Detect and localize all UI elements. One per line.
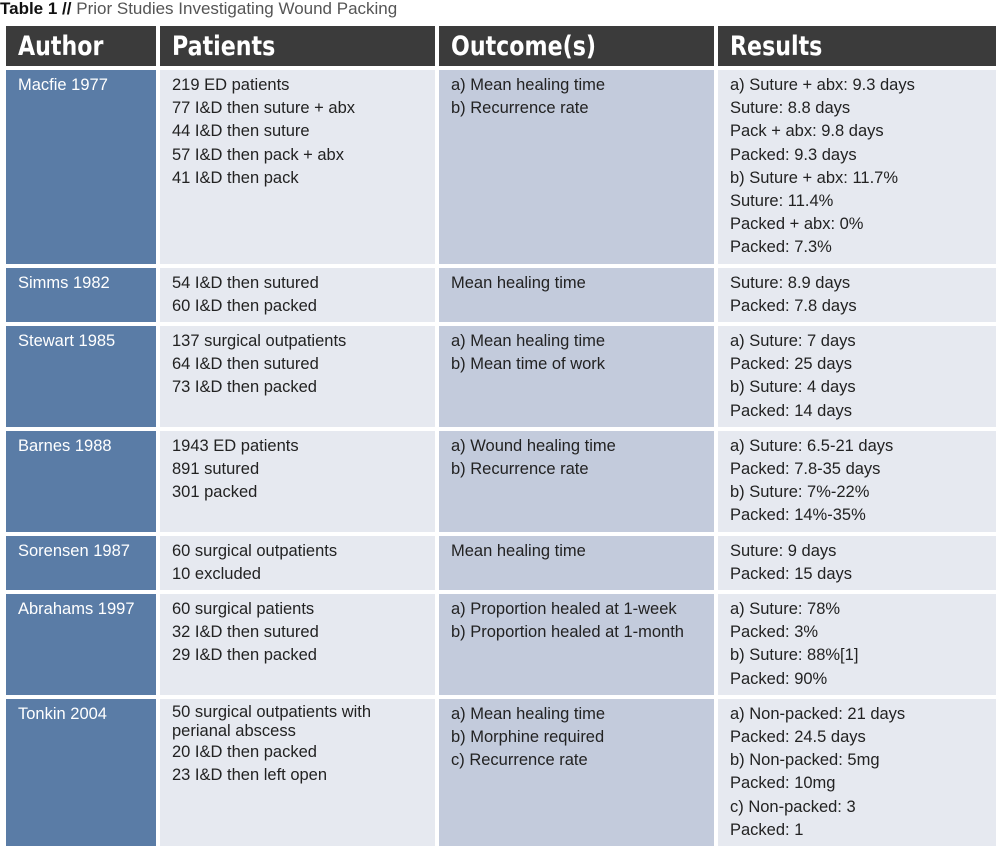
patients-cell-line: 301 packed (172, 483, 258, 502)
outcomes-cell-line: a) Mean healing time (451, 76, 606, 94)
outcomes-cell-line: b) Recurrence rate (451, 460, 589, 479)
results-cell (718, 536, 996, 590)
outcomes-cell-line: a) Wound healing time (451, 436, 616, 455)
patients-cell-line: 41 I&D then pack (172, 168, 299, 187)
results-cell-line: c) Non-packed: 3 (730, 797, 856, 816)
patients-cell (160, 326, 435, 427)
header-author: Author (6, 26, 156, 66)
table-row (6, 536, 996, 590)
table-caption (0, 0, 1000, 22)
patients-cell-line: 64 I&D then sutured (172, 355, 319, 374)
outcomes-cell (439, 431, 714, 532)
results-cell-line: Packed: 1 (730, 820, 804, 839)
patients-cell-line: 219 ED patients (172, 76, 290, 94)
table-row (6, 70, 996, 264)
results-cell-line: Packed: 10mg (730, 774, 836, 793)
outcomes-cell (439, 594, 714, 695)
outcomes-cell (439, 699, 714, 846)
results-cell-line: a) Suture + abx: 9.3 days (730, 76, 915, 94)
outcomes-cell-line: Mean healing time (451, 273, 586, 292)
header-outcomes: Outcome(s) (439, 26, 714, 66)
results-cell-line: b) Suture: 7%-22% (730, 483, 870, 502)
patients-cell-line: 20 I&D then packed (172, 742, 317, 761)
results-cell-line: Suture: 8.9 days (730, 273, 851, 292)
author-cell: Abrahams 1997 (6, 594, 156, 695)
results-cell-line: b) Suture: 88%[1] (730, 646, 859, 665)
patients-cell-line: 23 I&D then left open (172, 766, 328, 785)
patients-cell-line: 60 I&D then packed (172, 296, 317, 315)
patients-cell (160, 536, 435, 590)
table-row (6, 594, 996, 695)
header-row (6, 26, 996, 66)
outcomes-cell (439, 70, 714, 264)
patients-cell (160, 268, 435, 322)
outcomes-cell (439, 536, 714, 590)
results-cell-line: Packed: 3% (730, 623, 819, 642)
caption-label: Table 1 // (0, 0, 72, 18)
studies-table (2, 22, 1000, 850)
results-cell-line: Packed: 90% (730, 669, 828, 688)
outcomes-cell-line: a) Proportion healed at 1-week (451, 600, 677, 619)
table-row (6, 699, 996, 846)
results-cell-line: Packed + abx: 0% (730, 215, 864, 234)
outcomes-cell-line: b) Morphine required (451, 728, 605, 747)
results-cell-line: Packed: 7.8-35 days (730, 460, 881, 479)
table-body (6, 70, 996, 846)
patients-cell-line: 29 I&D then packed (172, 646, 317, 665)
results-cell (718, 326, 996, 427)
results-cell-line: Suture: 11.4% (730, 192, 834, 211)
header-results: Results (718, 26, 996, 66)
patients-cell-line: 73 I&D then packed (172, 378, 317, 397)
results-cell-line: Packed: 15 days (730, 564, 852, 583)
results-cell-line: a) Suture: 6.5-21 days (730, 436, 894, 455)
results-cell-line: a) Non-packed: 21 days (730, 704, 906, 723)
patients-cell (160, 431, 435, 532)
results-cell-line: b) Suture + abx: 11.7% (730, 168, 899, 187)
author-cell: Stewart 1985 (6, 326, 156, 427)
patients-cell (160, 594, 435, 695)
results-cell-line: Packed: 24.5 days (730, 728, 866, 747)
table-row (6, 326, 996, 427)
results-cell (718, 70, 996, 264)
outcomes-cell-line: b) Proportion healed at 1-month (451, 623, 684, 642)
patients-cell-line: 137 surgical outpatients (172, 332, 347, 351)
results-cell-line: Suture: 9 days (730, 541, 837, 560)
author-cell: Simms 1982 (6, 268, 156, 322)
results-cell (718, 699, 996, 846)
patients-cell-line: 77 I&D then suture + abx (172, 99, 355, 118)
table-row (6, 268, 996, 322)
results-cell-line: Packed: 14 days (730, 401, 852, 420)
patients-cell-line: 891 sutured (172, 460, 260, 479)
patients-cell-line: 50 surgical outpatients with perianal abscess (172, 702, 372, 740)
patients-cell (160, 70, 435, 264)
outcomes-cell-line: Mean healing time (451, 541, 586, 560)
outcomes-cell (439, 326, 714, 427)
results-cell-line: Pack + abx: 9.8 days (730, 122, 884, 141)
patients-cell-line: 10 excluded (172, 564, 261, 583)
results-cell-line: b) Suture: 4 days (730, 378, 856, 397)
patients-cell-line: 57 I&D then pack + abx (172, 145, 344, 164)
results-cell-line: Packed: 7.8 days (730, 296, 857, 315)
patients-cell (160, 699, 435, 846)
outcomes-cell-line: a) Mean healing time (451, 332, 606, 351)
results-cell-line: a) Suture: 7 days (730, 332, 856, 351)
results-cell (718, 594, 996, 695)
patients-cell-line: 60 surgical patients (172, 600, 315, 619)
results-cell-line: Packed: 9.3 days (730, 145, 857, 164)
patients-cell-line: 60 surgical outpatients (172, 541, 338, 560)
patients-cell-line: 44 I&D then suture (172, 122, 310, 141)
author-cell: Sorensen 1987 (6, 536, 156, 590)
results-cell (718, 268, 996, 322)
caption-title: Prior Studies Investigating Wound Packing (76, 0, 398, 18)
results-cell-line: Suture: 8.8 days (730, 99, 851, 118)
patients-cell-line: 32 I&D then sutured (172, 623, 319, 642)
outcomes-cell-line: c) Recurrence rate (451, 751, 588, 770)
outcomes-cell-line: b) Mean time of work (451, 355, 606, 374)
results-cell-line: b) Non-packed: 5mg (730, 751, 880, 770)
outcomes-cell-line: b) Recurrence rate (451, 99, 589, 118)
table-row (6, 431, 996, 532)
patients-cell-line: 54 I&D then sutured (172, 273, 319, 292)
author-cell: Barnes 1988 (6, 431, 156, 532)
author-cell: Tonkin 2004 (6, 699, 156, 846)
patients-cell-line: 1943 ED patients (172, 436, 299, 455)
outcomes-cell-line: a) Mean healing time (451, 704, 606, 723)
header-patients: Patients (160, 26, 435, 66)
results-cell-line: a) Suture: 78% (730, 600, 841, 619)
results-cell-line: Packed: 14%-35% (730, 506, 866, 525)
author-cell: Macfie 1977 (6, 70, 156, 264)
results-cell-line: Packed: 25 days (730, 355, 852, 374)
results-cell (718, 431, 996, 532)
results-cell-line: Packed: 7.3% (730, 238, 832, 257)
outcomes-cell (439, 268, 714, 322)
